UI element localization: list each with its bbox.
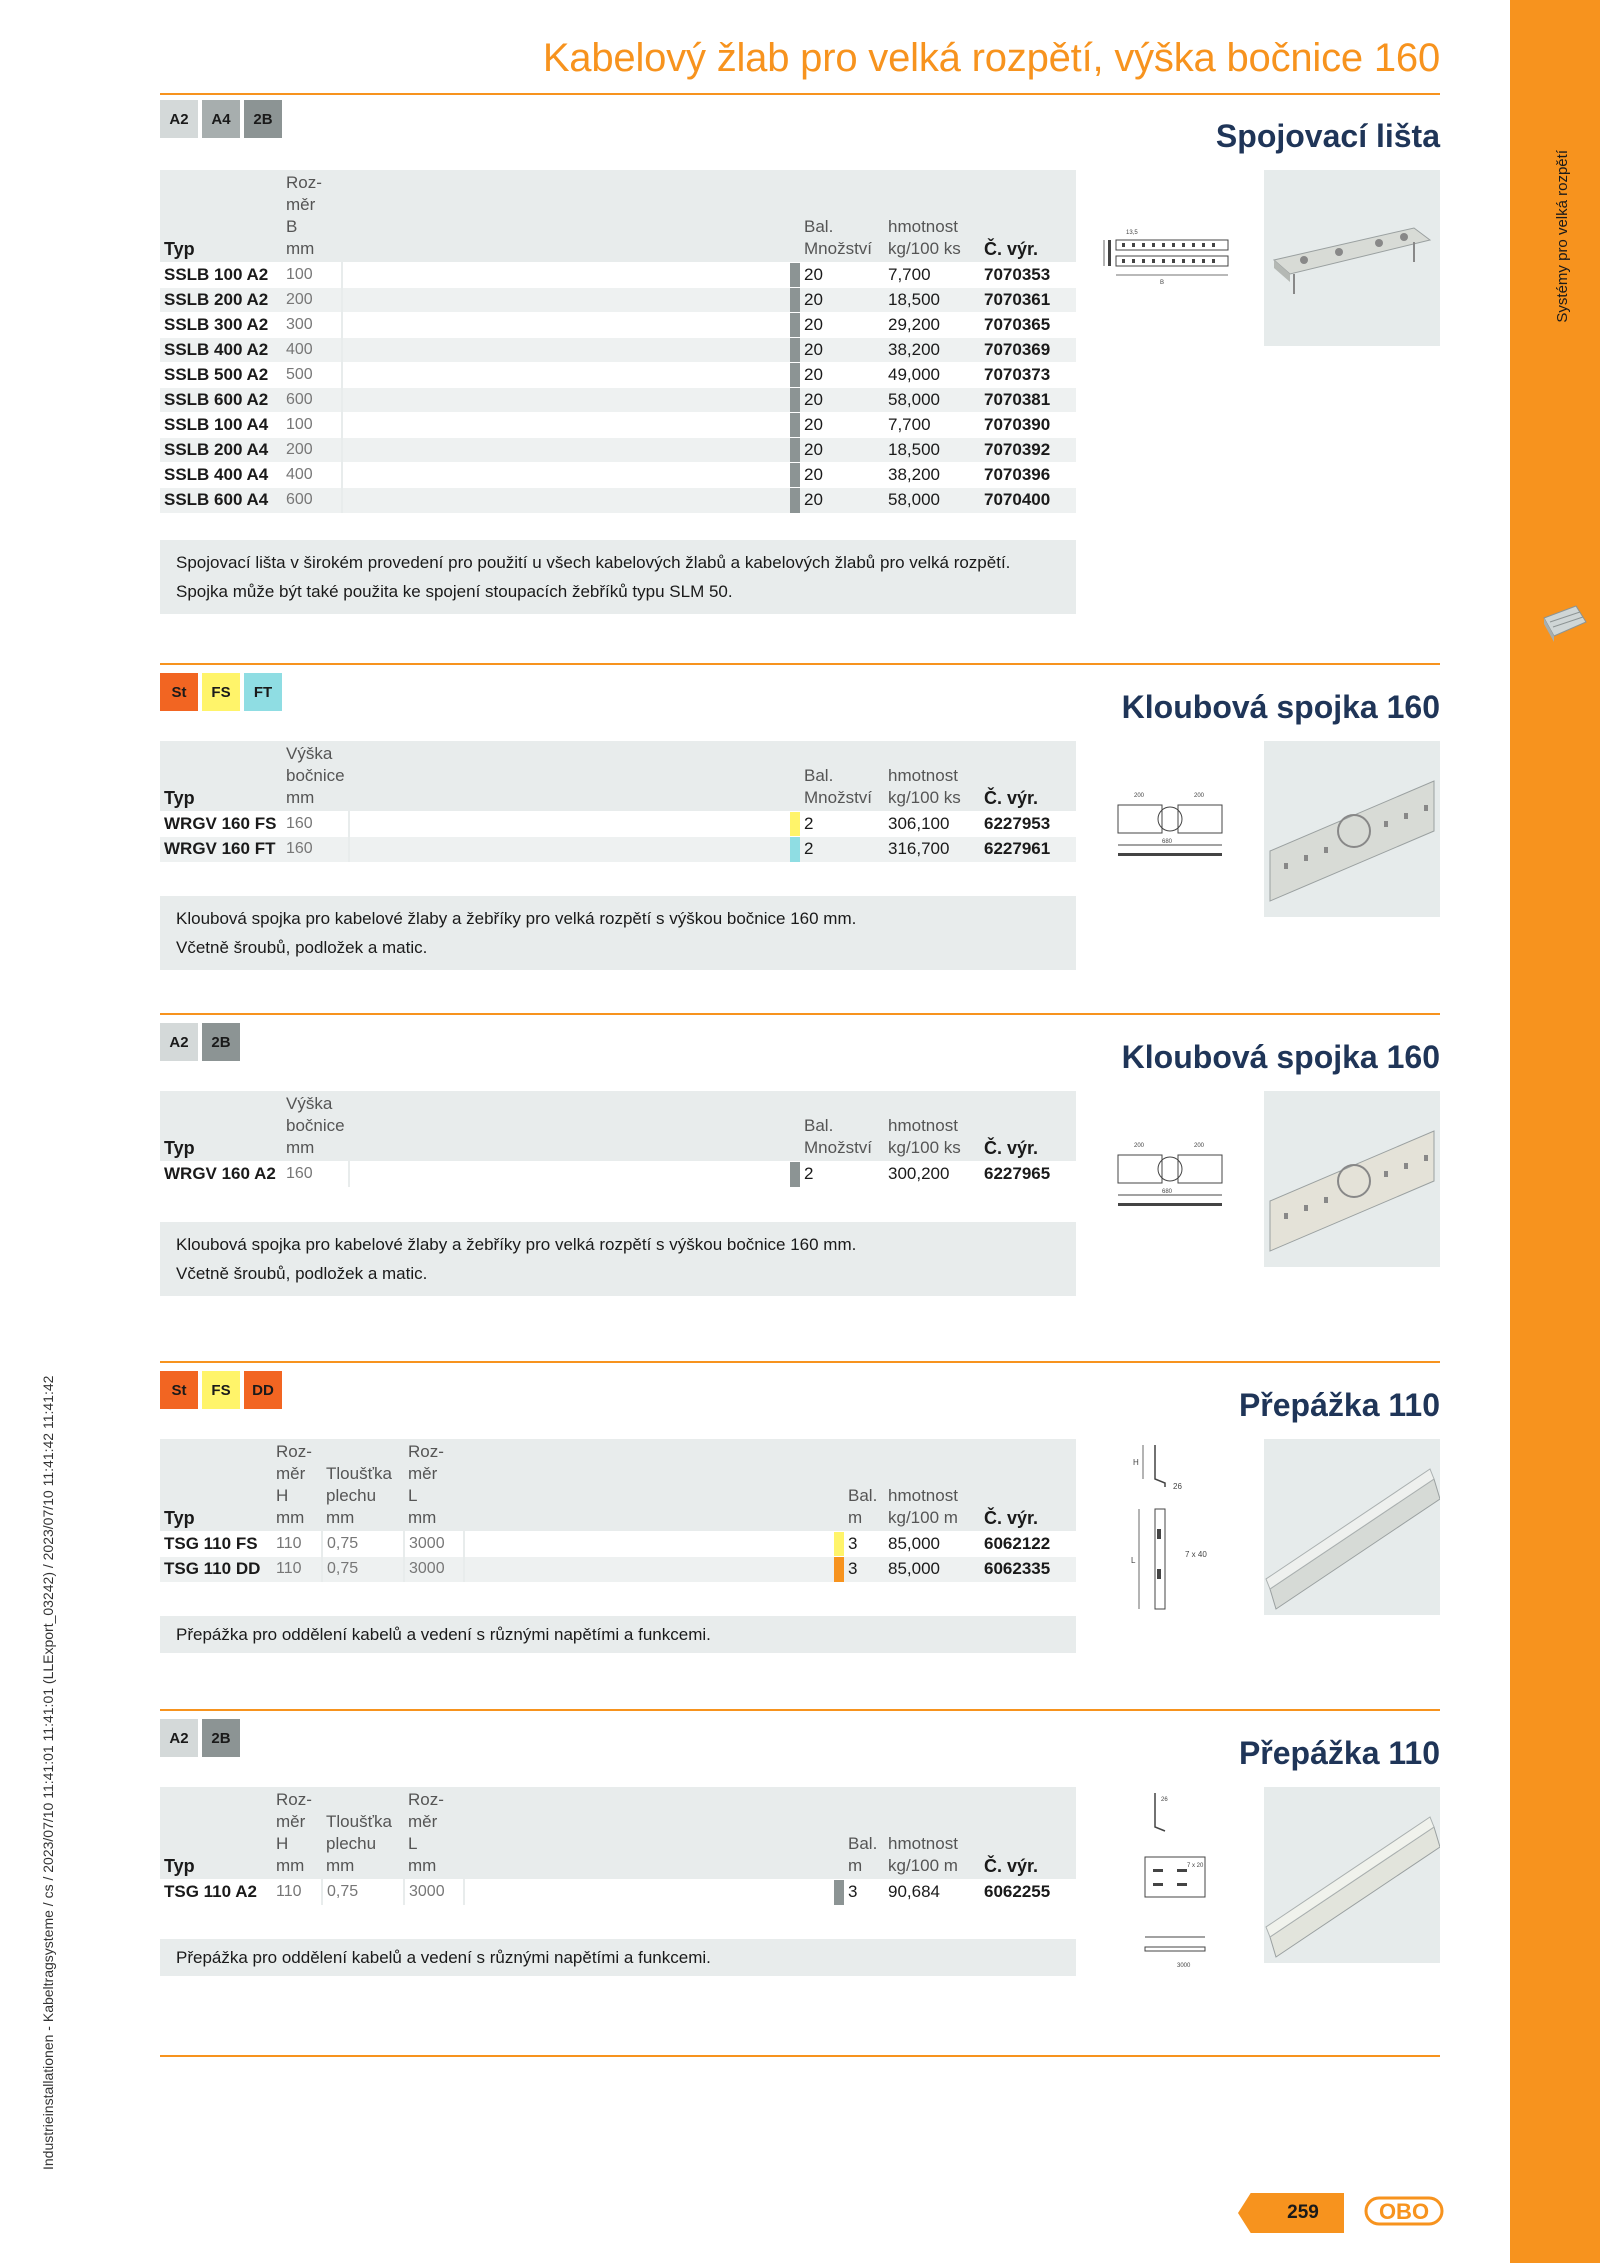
table-cell: 500 xyxy=(282,363,342,388)
table-cell: SSLB 400 A4 xyxy=(160,463,282,488)
table-row xyxy=(160,1557,1076,1582)
table-header-row xyxy=(160,1787,1076,1880)
table-cell: SSLB 300 A2 xyxy=(160,313,282,338)
spacer-cell xyxy=(342,413,790,438)
section-spojovaci-lista xyxy=(160,100,1440,610)
table-cell: 3 xyxy=(844,1532,884,1557)
table-cell: 6227965 xyxy=(980,1162,1076,1187)
section-rule xyxy=(160,1709,1440,1711)
spacer-column xyxy=(464,1439,834,1532)
table-cell: 7070353 xyxy=(980,263,1076,288)
table-cell: 20 xyxy=(800,463,884,488)
swatch-column xyxy=(790,1091,800,1162)
page-number: 259 xyxy=(1287,2202,1319,2223)
table-header-row xyxy=(160,170,1076,263)
table-cell: 7070369 xyxy=(980,338,1076,363)
cable-tray-icon xyxy=(1540,600,1590,650)
table-cell: 7070373 xyxy=(980,363,1076,388)
dim-label: 680 xyxy=(1162,839,1173,845)
table-cell: 29,200 xyxy=(884,313,980,338)
table-cell: 110 xyxy=(272,1880,322,1905)
table-cell: 300,200 xyxy=(884,1162,980,1187)
table-cell: 20 xyxy=(800,263,884,288)
table-cell: 200 xyxy=(282,288,342,313)
table-cell: 2 xyxy=(800,1162,884,1187)
spacer-cell xyxy=(349,1162,790,1187)
spacer-cell xyxy=(342,438,790,463)
table-cell: 2 xyxy=(800,837,884,862)
product-table xyxy=(160,741,1076,862)
section-kloubova-spojka-160 xyxy=(160,663,1440,1003)
table-cell: WRGV 160 FT xyxy=(160,837,282,862)
spacer-cell xyxy=(342,288,790,313)
table-cell: SSLB 400 A2 xyxy=(160,338,282,363)
column-header: Roz- měr B mm xyxy=(286,173,322,258)
obo-logo xyxy=(1364,2190,1444,2230)
table-cell: 20 xyxy=(800,338,884,363)
material-swatch xyxy=(790,313,800,338)
column-header: Typ xyxy=(164,239,195,259)
product-description xyxy=(160,896,1076,970)
product-description xyxy=(160,1939,1076,1976)
column-header: hmotnost kg/100 m xyxy=(888,1486,958,1527)
table-cell: 20 xyxy=(800,313,884,338)
table-cell: 2 xyxy=(800,812,884,837)
table-cell: 58,000 xyxy=(884,388,980,413)
table-cell: 7070361 xyxy=(980,288,1076,313)
material-badge: 2B xyxy=(202,1719,240,1757)
spacer-cell xyxy=(464,1532,834,1557)
material-swatch xyxy=(790,363,800,388)
table-cell: 600 xyxy=(282,488,342,513)
table-cell: 20 xyxy=(800,438,884,463)
table-cell: 100 xyxy=(282,263,342,288)
column-header: Bal. Množství xyxy=(804,766,873,807)
prepazka-110-drawing xyxy=(1125,1439,1235,1619)
table-row xyxy=(160,413,1076,438)
column-header: hmotnost kg/100 m xyxy=(888,1834,958,1875)
table-cell: 20 xyxy=(800,388,884,413)
product-description xyxy=(160,1616,1076,1653)
spacer-cell xyxy=(342,488,790,513)
table-cell: 316,700 xyxy=(884,837,980,862)
column-header: Bal. Množství xyxy=(804,217,873,258)
table-cell: 400 xyxy=(282,338,342,363)
table-row xyxy=(160,1162,1076,1187)
table-cell: 7,700 xyxy=(884,263,980,288)
material-badge: St xyxy=(160,1371,198,1409)
kloubova-spojka-photo xyxy=(1264,741,1440,917)
table-cell: 3 xyxy=(844,1557,884,1582)
section-title: Přepážka 110 xyxy=(1238,1387,1440,1423)
column-header: Výška bočnice mm xyxy=(286,1094,345,1157)
spojovaci-lista-drawing xyxy=(1100,220,1240,310)
table-cell: 100 xyxy=(282,413,342,438)
table-cell: 38,200 xyxy=(884,463,980,488)
table-cell: SSLB 600 A2 xyxy=(160,388,282,413)
description-line: Včetně šroubů, podložek a matic. xyxy=(176,938,428,957)
table-row xyxy=(160,388,1076,413)
section-kloubova-spojka-160-a2 xyxy=(160,1013,1440,1343)
dim-label: 7 x 40 xyxy=(1185,1550,1207,1559)
table-cell: 300 xyxy=(282,313,342,338)
column-header: Č. výr. xyxy=(984,1856,1039,1876)
kloubova-spojka-a2-drawing xyxy=(1100,1133,1240,1223)
column-header: Typ xyxy=(164,1138,195,1158)
kloubova-spojka-drawing xyxy=(1100,783,1240,873)
dim-label: 13,5 xyxy=(1126,230,1138,236)
spacer-column xyxy=(342,170,790,263)
material-swatch xyxy=(790,438,800,463)
dim-label: 7 x 20 xyxy=(1187,1863,1204,1869)
material-swatch xyxy=(834,1880,844,1905)
table-cell: 20 xyxy=(800,488,884,513)
column-header: Č. výr. xyxy=(984,1508,1039,1528)
spacer-column xyxy=(349,1091,790,1162)
swatch-column xyxy=(834,1439,844,1532)
material-badge: DD xyxy=(244,1371,282,1409)
table-cell: 3 xyxy=(844,1880,884,1905)
table-row xyxy=(160,488,1076,513)
table-row xyxy=(160,338,1076,363)
table-cell: TSG 110 A2 xyxy=(160,1880,272,1905)
spacer-column xyxy=(464,1787,834,1880)
table-row xyxy=(160,837,1076,862)
column-header: Roz- měr L mm xyxy=(408,1442,444,1527)
table-cell: 85,000 xyxy=(884,1532,980,1557)
column-header: Bal. m xyxy=(848,1834,878,1875)
table-cell: SSLB 200 A4 xyxy=(160,438,282,463)
description-line: Včetně šroubů, podložek a matic. xyxy=(176,1264,428,1283)
spacer-cell xyxy=(464,1880,834,1905)
table-cell: 18,500 xyxy=(884,438,980,463)
table-cell: WRGV 160 A2 xyxy=(160,1162,282,1187)
material-badge: A2 xyxy=(160,1023,198,1061)
table-cell: 110 xyxy=(272,1557,322,1582)
material-badges xyxy=(160,673,282,711)
table-row xyxy=(160,363,1076,388)
material-swatch xyxy=(790,812,800,837)
table-cell: SSLB 600 A4 xyxy=(160,488,282,513)
material-badge: A4 xyxy=(202,100,240,138)
table-row xyxy=(160,463,1076,488)
spacer-cell xyxy=(342,263,790,288)
table-cell: 49,000 xyxy=(884,363,980,388)
material-swatch xyxy=(790,288,800,313)
product-table xyxy=(160,1787,1076,1905)
spacer-cell xyxy=(342,363,790,388)
table-cell: 200 xyxy=(282,438,342,463)
column-header: Č. výr. xyxy=(984,239,1039,259)
title-rule xyxy=(160,93,1440,95)
table-cell: TSG 110 FS xyxy=(160,1532,272,1557)
table-cell: 110 xyxy=(272,1532,322,1557)
material-badge: FS xyxy=(202,1371,240,1409)
dim-label: 200 xyxy=(1194,793,1205,799)
table-cell: 6227961 xyxy=(980,837,1076,862)
column-header: Typ xyxy=(164,1856,195,1876)
section-title: Kloubová spojka 160 xyxy=(1121,1039,1440,1075)
material-badge: FS xyxy=(202,673,240,711)
table-cell: 6062122 xyxy=(980,1532,1076,1557)
material-badge: A2 xyxy=(160,1719,198,1757)
dim-label: B xyxy=(1160,280,1165,286)
dim-label: 200 xyxy=(1194,1143,1205,1149)
table-header-row xyxy=(160,1091,1076,1162)
table-cell: SSLB 500 A2 xyxy=(160,363,282,388)
table-row xyxy=(160,1880,1076,1905)
material-swatch xyxy=(790,837,800,862)
table-row xyxy=(160,313,1076,338)
material-badge: 2B xyxy=(244,100,282,138)
dim-label: 3000 xyxy=(1177,1963,1191,1969)
section-rule xyxy=(160,1361,1440,1363)
swatch-column xyxy=(790,741,800,812)
dim-label: L xyxy=(1131,1556,1136,1565)
material-swatch xyxy=(790,488,800,513)
spacer-column xyxy=(349,741,790,812)
table-header-row xyxy=(160,741,1076,812)
table-cell: 0,75 xyxy=(322,1557,404,1582)
table-cell: 3000 xyxy=(404,1557,464,1582)
material-swatch xyxy=(790,263,800,288)
table-cell: 600 xyxy=(282,388,342,413)
swatch-column xyxy=(790,170,800,263)
material-badge: 2B xyxy=(202,1023,240,1061)
table-header-row xyxy=(160,1439,1076,1532)
product-table xyxy=(160,1091,1076,1187)
column-header: Bal. m xyxy=(848,1486,878,1527)
material-badges xyxy=(160,100,282,138)
description-line: Přepážka pro oddělení kabelů a vedení s různými napětími a funkcemi. xyxy=(176,1948,711,1967)
dim-label: 200 xyxy=(1134,793,1145,799)
table-cell: 306,100 xyxy=(884,812,980,837)
spacer-cell xyxy=(342,463,790,488)
table-row xyxy=(160,812,1076,837)
material-badges xyxy=(160,1371,282,1409)
product-description xyxy=(160,1222,1076,1296)
table-cell: 85,000 xyxy=(884,1557,980,1582)
table-cell: 58,000 xyxy=(884,488,980,513)
table-cell: 6062335 xyxy=(980,1557,1076,1582)
dim-label: 26 xyxy=(1173,1482,1182,1491)
description-line: Spojka může být také použita ke spojení stoupacích žebříků typu SLM 50. xyxy=(176,582,733,601)
material-swatch xyxy=(790,388,800,413)
section-prepazka-110 xyxy=(160,1361,1440,1691)
table-cell: 20 xyxy=(800,413,884,438)
table-cell: 160 xyxy=(282,812,349,837)
description-line: Kloubová spojka pro kabelové žlaby a žebříky pro velká rozpětí s výškou bočnice 160 mm. xyxy=(176,909,857,928)
table-cell: 7070365 xyxy=(980,313,1076,338)
table-row xyxy=(160,288,1076,313)
svg-text:OBO: OBO xyxy=(1378,2199,1430,2224)
material-badge: FT xyxy=(244,673,282,711)
spacer-cell xyxy=(349,812,790,837)
column-header: Roz- měr H mm xyxy=(276,1442,312,1527)
table-cell: 3000 xyxy=(404,1880,464,1905)
table-row xyxy=(160,438,1076,463)
table-cell: 0,75 xyxy=(322,1532,404,1557)
product-table xyxy=(160,170,1076,513)
section-rule xyxy=(160,663,1440,665)
table-cell: 7070381 xyxy=(980,388,1076,413)
section-title: Přepážka 110 xyxy=(1238,1735,1440,1771)
spacer-cell xyxy=(342,388,790,413)
material-swatch xyxy=(790,1162,800,1187)
table-cell: 0,75 xyxy=(322,1880,404,1905)
column-header: Typ xyxy=(164,1508,195,1528)
swatch-column xyxy=(834,1787,844,1880)
material-swatch xyxy=(790,338,800,363)
table-cell: SSLB 100 A2 xyxy=(160,263,282,288)
column-header: Č. výr. xyxy=(984,1138,1039,1158)
page-title: Kabelový žlab pro velká rozpětí, výška bočnice 160 xyxy=(542,36,1440,80)
product-table xyxy=(160,1439,1076,1582)
table-cell: 7070390 xyxy=(980,413,1076,438)
table-cell: 400 xyxy=(282,463,342,488)
table-cell: 18,500 xyxy=(884,288,980,313)
dim-label: 680 xyxy=(1162,1189,1173,1195)
material-badges xyxy=(160,1719,240,1757)
table-cell: 6227953 xyxy=(980,812,1076,837)
prepazka-110-a2-drawing xyxy=(1125,1787,1235,1977)
material-swatch xyxy=(834,1532,844,1557)
column-header: hmotnost kg/100 ks xyxy=(888,766,961,807)
spacer-cell xyxy=(342,338,790,363)
product-description xyxy=(160,540,1076,614)
table-cell: 20 xyxy=(800,288,884,313)
table-cell: 7070396 xyxy=(980,463,1076,488)
table-cell: 7070392 xyxy=(980,438,1076,463)
table-cell: 160 xyxy=(282,837,349,862)
material-badges xyxy=(160,1023,240,1061)
spacer-cell xyxy=(464,1557,834,1582)
spacer-cell xyxy=(342,313,790,338)
column-header: Roz- měr H mm xyxy=(276,1790,312,1875)
column-header: hmotnost kg/100 ks xyxy=(888,217,961,258)
table-cell: SSLB 100 A4 xyxy=(160,413,282,438)
description-line: Spojovací lišta v širokém provedení pro použití u všech kabelových žlabů a kabelových žlabů pro velká rozpětí. xyxy=(176,553,1011,572)
column-header: Roz- měr L mm xyxy=(408,1790,444,1875)
column-header: Bal. Množství xyxy=(804,1116,873,1157)
material-swatch xyxy=(834,1557,844,1582)
table-cell: WRGV 160 FS xyxy=(160,812,282,837)
column-header: Typ xyxy=(164,788,195,808)
table-cell: 20 xyxy=(800,363,884,388)
dim-label: 200 xyxy=(1134,1143,1145,1149)
column-header: Tloušťka plechu mm xyxy=(326,1812,392,1875)
column-header: Tloušťka plechu mm xyxy=(326,1464,392,1527)
table-cell: 160 xyxy=(282,1162,349,1187)
prepazka-110-a2-photo xyxy=(1264,1787,1440,1963)
section-rule xyxy=(160,1013,1440,1015)
section-prepazka-110-a2 xyxy=(160,1709,1440,2079)
dim-label: 26 xyxy=(1161,1797,1168,1803)
kloubova-spojka-a2-photo xyxy=(1264,1091,1440,1267)
table-row xyxy=(160,1532,1076,1557)
table-cell: 7,700 xyxy=(884,413,980,438)
material-swatch xyxy=(790,413,800,438)
section-title: Spojovací lišta xyxy=(1215,118,1440,154)
table-cell: 90,684 xyxy=(884,1880,980,1905)
dim-label: H xyxy=(1133,1458,1139,1467)
description-line: Přepážka pro oddělení kabelů a vedení s různými napětími a funkcemi. xyxy=(176,1625,711,1644)
description-line: Kloubová spojka pro kabelové žlaby a žebříky pro velká rozpětí s výškou bočnice 160 mm. xyxy=(176,1235,857,1254)
column-header: Č. výr. xyxy=(984,788,1039,808)
table-cell: 7070400 xyxy=(980,488,1076,513)
material-swatch xyxy=(790,463,800,488)
table-cell: 38,200 xyxy=(884,338,980,363)
prepazka-110-photo xyxy=(1264,1439,1440,1615)
spacer-cell xyxy=(349,837,790,862)
table-cell: SSLB 200 A2 xyxy=(160,288,282,313)
material-badge: A2 xyxy=(160,100,198,138)
bottom-rule xyxy=(160,2055,1440,2057)
table-cell: TSG 110 DD xyxy=(160,1557,272,1582)
spojovaci-lista-photo xyxy=(1264,170,1440,346)
table-cell: 6062255 xyxy=(980,1880,1076,1905)
section-title: Kloubová spojka 160 xyxy=(1121,689,1440,725)
table-row xyxy=(160,263,1076,288)
column-header: hmotnost kg/100 ks xyxy=(888,1116,961,1157)
table-cell: 3000 xyxy=(404,1532,464,1557)
material-badge: St xyxy=(160,673,198,711)
column-header: Výška bočnice mm xyxy=(286,744,345,807)
